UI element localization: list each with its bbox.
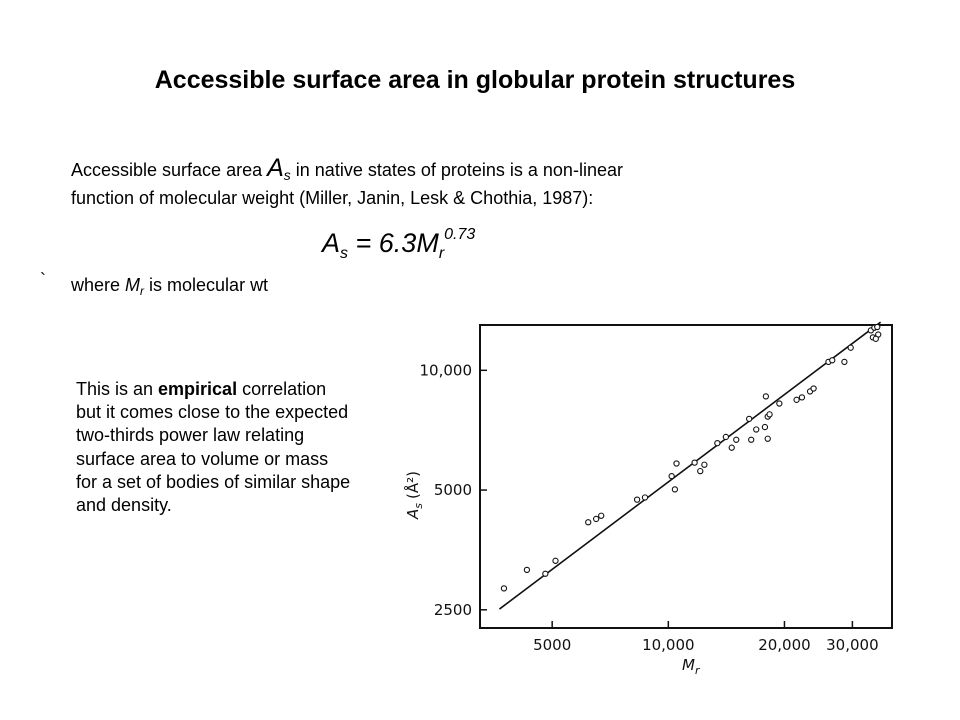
data-point (702, 462, 707, 467)
plot-frame (480, 325, 892, 628)
data-point (692, 460, 697, 465)
data-point (754, 427, 759, 432)
y-tick-label: 2500 (433, 600, 472, 619)
formula-lhs: A (322, 228, 341, 258)
where-post: is molecular wt (144, 275, 269, 295)
x-tick-label: 5000 (533, 636, 572, 654)
data-point (669, 474, 674, 479)
data-point (543, 571, 548, 576)
data-point (599, 513, 604, 518)
y-axis-label (403, 471, 425, 520)
formula (322, 226, 475, 263)
intro-line-1-pre: Accessible surface area (71, 160, 268, 180)
data-point (723, 434, 728, 439)
data-point (762, 424, 767, 429)
x-tick-label: 10,000 (642, 636, 695, 654)
side-explanation (76, 378, 351, 517)
data-point (842, 359, 847, 364)
side-text-bold: empirical (158, 379, 238, 399)
side-text-post: correlation but it comes close to the expected two-thirds power law relating surface area to volume or mass for a set of bodies of similar shape and density. (76, 379, 351, 516)
formula-exponent: 0.73 (444, 226, 476, 243)
where-line (71, 275, 268, 298)
intro-line-1-post: in native states of proteins is a non-linear (290, 160, 623, 180)
data-point (672, 487, 677, 492)
where-pre: where (71, 275, 126, 295)
data-point (848, 345, 853, 350)
data-point (749, 437, 754, 442)
data-point (698, 469, 703, 474)
data-point (734, 437, 739, 442)
data-point (715, 441, 720, 446)
surface-area-symbol-sub: s (283, 167, 291, 183)
data-point (553, 558, 558, 563)
data-point (674, 461, 679, 466)
x-axis-label (682, 656, 701, 677)
y-tick-label: 5000 (433, 481, 472, 500)
data-point (586, 520, 591, 525)
data-point (729, 445, 734, 450)
page-title: Accessible surface area in globular protein structures (154, 66, 796, 94)
y-axis-label-sub: s (412, 502, 425, 509)
x-axis-label-sub: r (694, 664, 700, 677)
intro-line-1 (71, 156, 891, 182)
data-point (830, 358, 835, 363)
side-text-pre: This is an (76, 379, 159, 399)
where-symbol: M (125, 275, 141, 295)
formula-mid-sub: r (438, 245, 445, 262)
x-tick-label: 30,000 (826, 636, 879, 654)
data-point (811, 386, 816, 391)
data-point (763, 394, 768, 399)
data-point (875, 324, 880, 329)
y-axis-label-unit: (Å²) (404, 471, 422, 499)
data-point (501, 586, 506, 591)
scatter-chart (395, 315, 915, 685)
where-sub: r (140, 284, 145, 298)
intro-line-2: function of molecular weight (Miller, Janin, Lesk & Chothia, 1987): (71, 188, 594, 208)
surface-area-symbol: A (267, 154, 284, 182)
data-point (765, 436, 770, 441)
data-point (594, 516, 599, 521)
data-point (747, 416, 752, 421)
data-point (794, 397, 799, 402)
formula-lhs-sub: s (340, 245, 349, 262)
stray-backtick: ` (40, 270, 46, 290)
data-point (777, 401, 782, 406)
data-point (634, 497, 639, 502)
data-point (642, 495, 647, 500)
data-point (524, 567, 529, 572)
data-point (873, 336, 878, 341)
data-point (767, 412, 772, 417)
y-axis-label-main: A (404, 508, 422, 519)
x-axis-label-main: M (682, 656, 695, 674)
formula-mid: = 6.3M (348, 228, 439, 258)
x-tick-label: 20,000 (758, 636, 811, 654)
fit-line (499, 322, 880, 609)
y-tick-label: 10,000 (419, 361, 472, 380)
data-point (799, 395, 804, 400)
